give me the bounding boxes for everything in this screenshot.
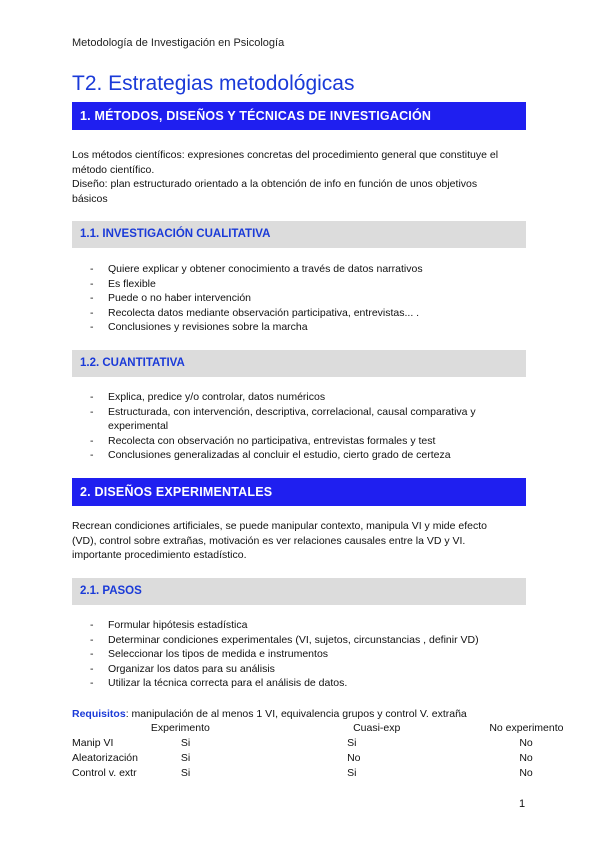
- table-cell: No: [519, 737, 533, 749]
- list-item: - Explica, predice y/o controlar, datos numéricos: [72, 390, 512, 405]
- list-item: - Formular hipótesis estadística: [72, 618, 512, 633]
- table-header-row: [72, 721, 600, 736]
- paragraph-line: método científico.: [72, 163, 155, 176]
- table-cell: Si: [180, 752, 191, 764]
- table-corner-cell: [72, 721, 151, 736]
- list-item: - Es flexible: [72, 277, 512, 292]
- list-item: - Estructurada, con intervención, descriptiva, correlacional, causal comparativa y experimental: [72, 405, 512, 434]
- list-item: - Conclusiones y revisiones sobre la marcha: [72, 320, 512, 335]
- paragraph-line: importante procedimiento estadístico.: [72, 549, 247, 561]
- quantitative-list: [72, 390, 512, 463]
- requirements-line: [72, 707, 467, 722]
- table-cell: Si: [180, 737, 191, 749]
- table-row: [72, 736, 600, 751]
- list-item: - Determinar condiciones experimentales (VI, sujetos, circunstancias , definir VD): [72, 633, 512, 648]
- page-number: 1: [519, 798, 526, 810]
- subsection-2-1-heading: 2.1. PASOS: [72, 578, 526, 605]
- paragraph-line: básicos: [72, 192, 108, 205]
- list-item: - Puede o no haber intervención: [72, 291, 512, 306]
- table-row: [72, 766, 600, 781]
- table-cell: No: [519, 752, 533, 764]
- table-cell: No: [347, 752, 361, 764]
- running-header: Metodología de Investigación en Psicología: [72, 37, 285, 49]
- paragraph-line: Los métodos científicos: expresiones concretas del procedimiento general que constituye el: [72, 149, 499, 161]
- row-label: Manip VI: [72, 737, 114, 749]
- document-title: T2. Estrategias metodológicas: [72, 72, 355, 95]
- paragraph-line: (VD), control sobre extrañas, motivación es ver relaciones causales entre la VD y VI.: [72, 534, 466, 547]
- list-item: - Conclusiones generalizadas al concluir el estudio, cierto grado de certeza: [72, 448, 512, 463]
- row-label: Aleatorización: [72, 752, 138, 764]
- section-1-heading: 1. MÉTODOS, DISEÑOS Y TÉCNICAS DE INVESTIGACIÓN: [72, 102, 526, 130]
- paragraph-line: Recrean condiciones artificiales, se puede manipular contexto, manipula VI y mide efecto: [72, 520, 487, 532]
- requirements-text: : manipulación de al menos 1 VI, equivalencia grupos y control V. extraña: [125, 708, 467, 720]
- row-label: Control v. extr: [72, 767, 137, 779]
- table-cell: No: [519, 767, 533, 779]
- requirements-label: Requisitos: [72, 708, 126, 720]
- column-header: Cuasi-exp: [353, 722, 401, 734]
- column-header: Experimento: [150, 722, 210, 734]
- table-row: [72, 751, 600, 766]
- list-item: - Seleccionar los tipos de medida e instrumentos: [72, 647, 512, 662]
- section-1-paragraph: [72, 148, 528, 206]
- list-item: - Recolecta con observación no participativa, entrevistas formales y test: [72, 434, 512, 449]
- section-2-heading: 2. DISEÑOS EXPERIMENTALES: [72, 478, 526, 506]
- table-cell: Si: [347, 767, 357, 779]
- list-item: - Utilizar la técnica correcta para el análisis de datos.: [72, 676, 512, 691]
- steps-list: [72, 618, 512, 691]
- table-cell: Si: [347, 737, 357, 749]
- subsection-1-2-heading: 1.2. CUANTITATIVA: [72, 350, 526, 377]
- column-header: No experimento: [489, 722, 564, 734]
- design-comparison-table: [72, 721, 600, 781]
- section-2-paragraph: [72, 519, 528, 563]
- list-item: - Recolecta datos mediante observación participativa, entrevistas... .: [72, 306, 512, 321]
- qualitative-list: [72, 262, 512, 335]
- paragraph-line: Diseño: plan estructurado orientado a la obtención de info en función de unos objetivos: [72, 178, 478, 190]
- list-item: - Quiere explicar y obtener conocimiento a través de datos narrativos: [72, 262, 512, 277]
- list-item: - Organizar los datos para su análisis: [72, 662, 512, 677]
- subsection-1-1-heading: 1.1. INVESTIGACIÓN CUALITATIVA: [72, 221, 526, 248]
- table-cell: Si: [180, 767, 191, 779]
